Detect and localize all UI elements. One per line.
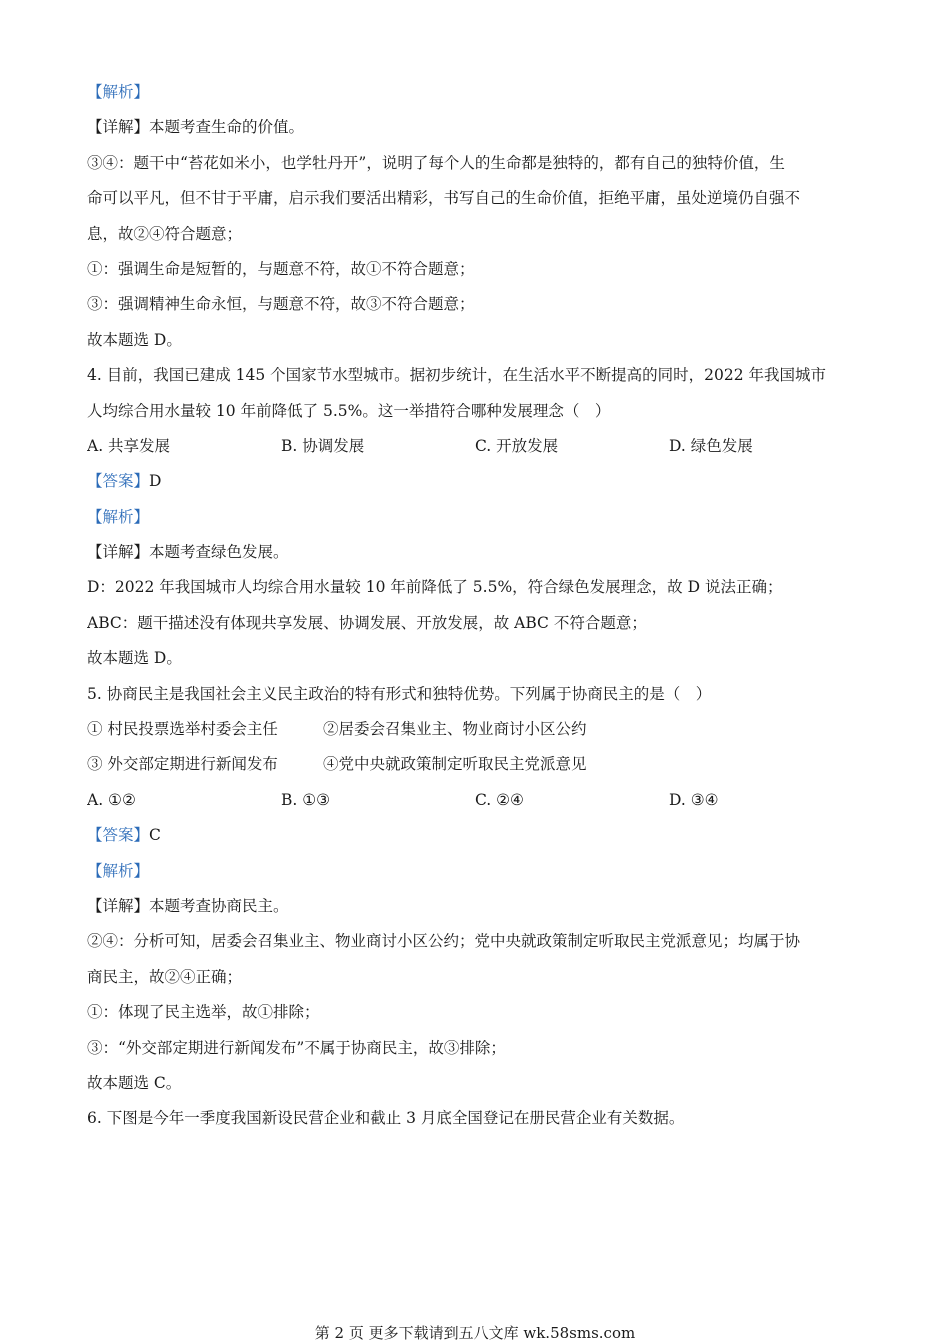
q6-stem: 6. 下图是今年一季度我国新设民营企业和截止 3 月底全国登记在册民营企业有关数据。: [87, 1109, 685, 1128]
q4-option-b: B. 协调发展: [281, 436, 365, 455]
q5-para2: ①：体现了民主选举，故①排除；: [87, 1003, 320, 1022]
q4-answer-line: [87, 467, 862, 502]
analysis-tag: 【解析】: [87, 507, 150, 526]
q5-option-c: C. ②④: [475, 790, 524, 809]
q5-statement-2: ②居委会召集业主、物业商讨小区公约: [323, 720, 587, 739]
q5-statement-1: ① 村民投票选举村委会主任: [87, 720, 278, 739]
detail-tag: 【详解】: [87, 118, 150, 137]
q4-options: [87, 432, 862, 467]
q3-conclusion: 故本题选 D。: [87, 330, 182, 349]
q5-option-d: D. ③④: [669, 790, 719, 809]
q5-statement-4: ④党中央就政策制定听取民主党派意见: [323, 755, 587, 774]
answer-value: D: [149, 472, 162, 491]
q3-para1-line1: ③④：题干中“苔花如米小，也学牡丹开”，说明了每个人的生命都是独特的，都有自己的独特价值，生: [87, 153, 785, 172]
q5-statements-row1: [87, 715, 862, 750]
q5-statement-3: ③ 外交部定期进行新闻发布: [87, 755, 278, 774]
detail-text: 本题考查协商民主。: [149, 896, 289, 915]
q3-para3: ③：强调精神生命永恒，与题意不符，故③不符合题意；: [87, 295, 475, 314]
q5-option-a: A. ①②: [87, 790, 136, 809]
detail-tag: 【详解】: [87, 543, 150, 562]
q5-detail-line: [87, 892, 862, 927]
q3-para1-line2: 命可以平凡，但不甘于平庸，启示我们要活出精彩，书写自己的生命价值，拒绝平庸，虽处逆境仍自强不: [87, 189, 801, 208]
q4-option-a: A. 共享发展: [87, 436, 171, 455]
q4-analysis-heading: [87, 503, 862, 538]
page-footer: 第 2 页 更多下载请到五八文库 wk.58sms.com: [314, 1324, 636, 1342]
answer-value: C: [149, 826, 161, 845]
q5-analysis-heading: [87, 857, 862, 892]
q5-stem: 5. 协商民主是我国社会主义民主政治的特有形式和独特优势。下列属于协商民主的是（ ）: [87, 684, 712, 703]
q4-para2: ABC：题干描述没有体现共享发展、协调发展、开放发展，故 ABC 不符合题意；: [87, 613, 647, 632]
q3-para1-line3: 息，故②④符合题意；: [87, 224, 243, 243]
analysis-tag: 【解析】: [87, 83, 150, 101]
answer-tag: 【答案】: [87, 472, 150, 491]
q4-option-d: D. 绿色发展: [669, 436, 753, 455]
q5-para3: ③：“外交部定期进行新闻发布”不属于协商民主，故③排除；: [87, 1038, 506, 1057]
q5-para1-line1: ②④：分析可知，居委会召集业主、物业商讨小区公约；党中央就政策制定听取民主党派意见；均属于协: [87, 932, 801, 951]
q4-stem-line2: 人均综合用水量较 10 年前降低了 5.5%。这一举措符合哪种发展理念（ ）: [87, 401, 611, 420]
q3-para2: ①：强调生命是短暂的，与题意不符，故①不符合题意；: [87, 259, 475, 278]
q4-detail-line: [87, 538, 862, 573]
q3-detail-line: [87, 113, 862, 148]
q4-conclusion: 故本题选 D。: [87, 649, 182, 668]
q5-answer-line: [87, 821, 862, 856]
analysis-tag: 【解析】: [87, 861, 150, 880]
q5-options: [87, 786, 862, 821]
q4-option-c: C. 开放发展: [475, 436, 559, 455]
detail-text: 本题考查生命的价值。: [149, 118, 305, 137]
answer-tag: 【答案】: [87, 826, 150, 845]
detail-text: 本题考查绿色发展。: [149, 543, 289, 562]
document-body: [87, 78, 862, 1140]
q5-conclusion: 故本题选 C。: [87, 1073, 182, 1092]
q4-para1: D：2022 年我国城市人均综合用水量较 10 年前降低了 5.5%，符合绿色发展理念，故 D 说法正确；: [87, 578, 783, 597]
q5-option-b: B. ①③: [281, 790, 331, 809]
q5-statements-row2: [87, 750, 862, 785]
detail-tag: 【详解】: [87, 896, 150, 915]
q5-para1-line2: 商民主，故②④正确；: [87, 967, 243, 986]
q4-stem-line1: 4. 目前，我国已建成 145 个国家节水型城市。据初步统计，在生活水平不断提高的同时，2022 年我国城市: [87, 366, 827, 385]
q3-analysis-heading: [87, 78, 862, 113]
